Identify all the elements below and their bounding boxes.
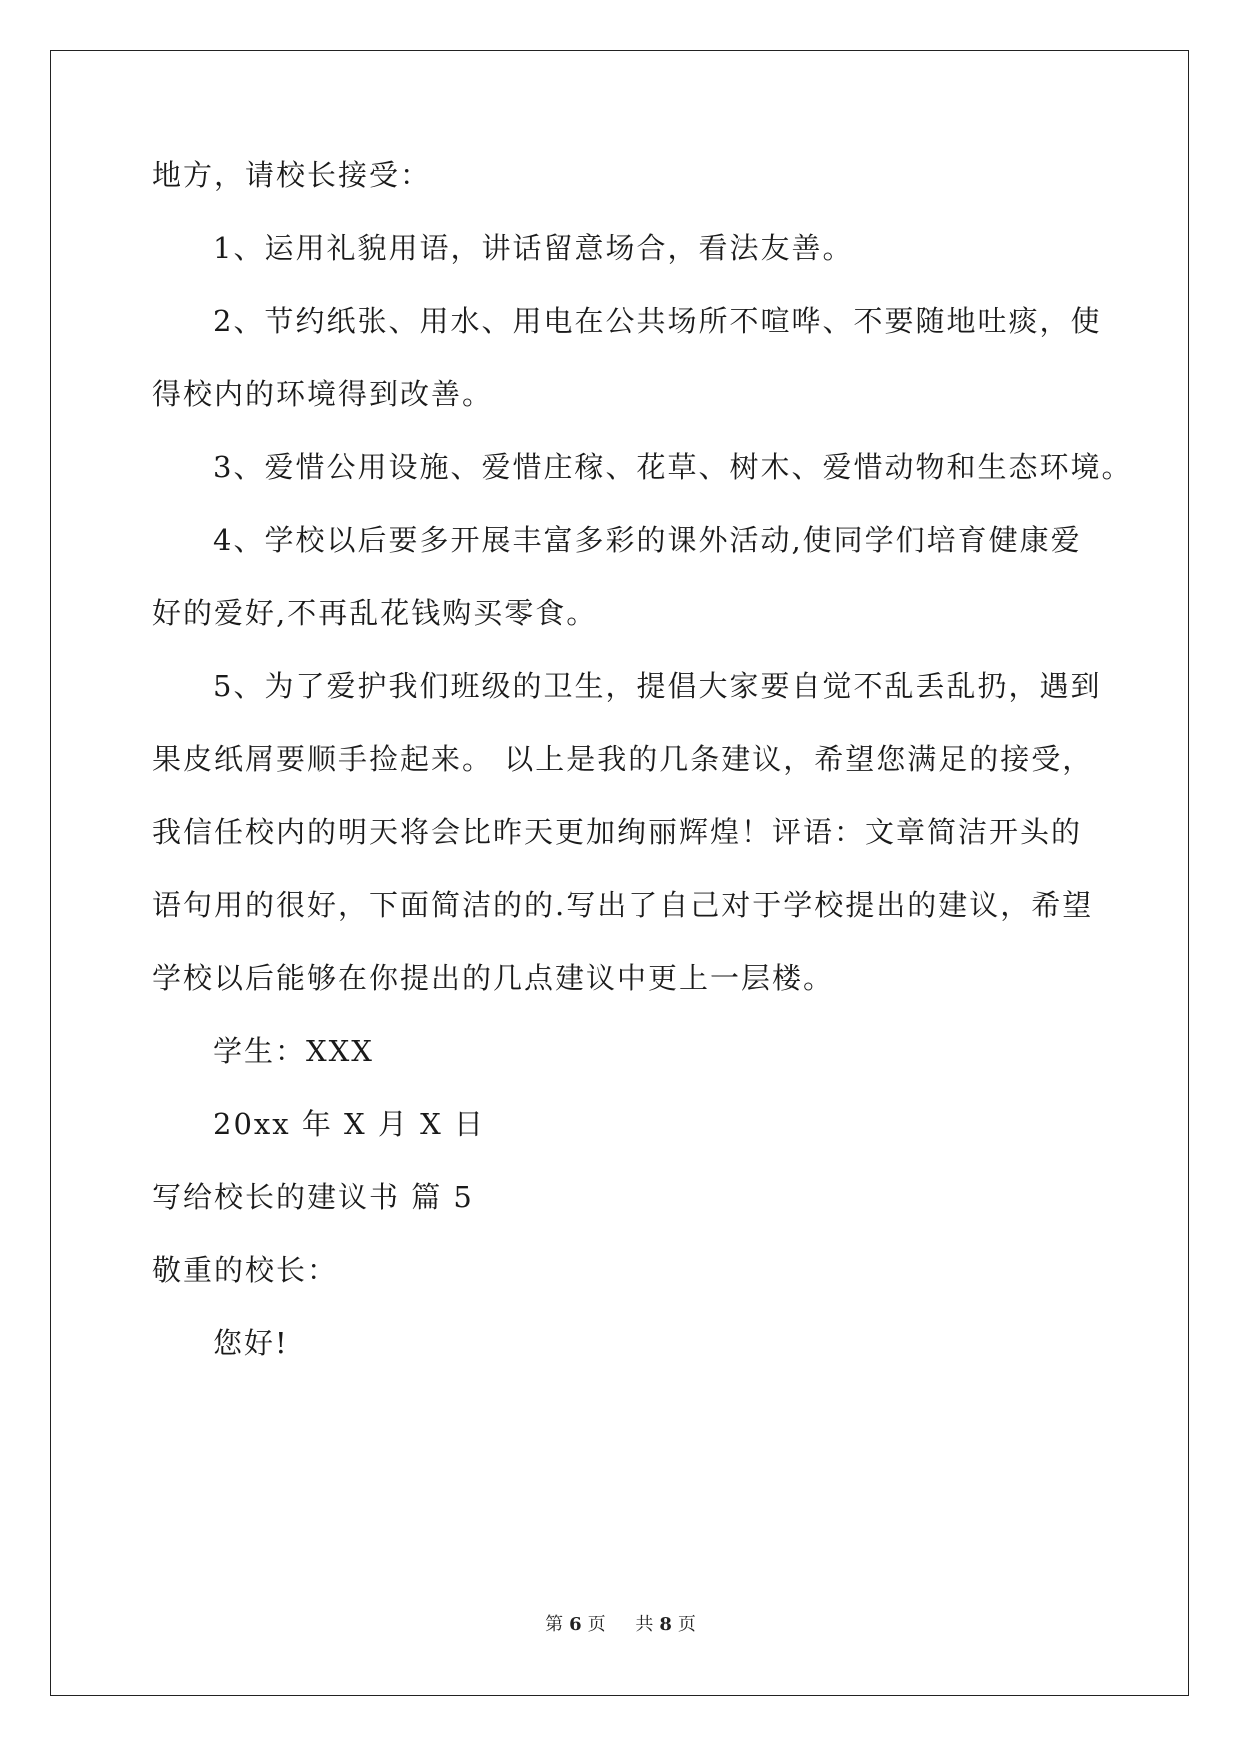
student-signature: 学生：XXX	[213, 1034, 374, 1068]
body-line: 好的爱好,不再乱花钱购买零食。	[152, 596, 598, 630]
suggestion-1: 1、运用礼貌用语，讲话留意场合，看法友善。	[213, 231, 854, 265]
body-line: 我信任校内的明天将会比昨天更加绚丽辉煌！评语：文章简洁开头的	[152, 815, 1083, 849]
body-line: 学校以后能够在你提出的几点建议中更上一层楼。	[152, 961, 835, 995]
body-line: 语句用的很好，下面简洁的的.写出了自己对于学校提出的建议，希望	[152, 888, 1094, 922]
body-line: 得校内的环境得到改善。	[152, 377, 494, 411]
date-line: 20xx 年 X 月 X 日	[213, 1107, 485, 1141]
section-title: 写给校长的建议书 篇 5	[152, 1180, 474, 1214]
suggestion-3: 3、爱惜公用设施、爱惜庄稼、花草、树木、爱惜动物和生态环境。	[213, 450, 1133, 484]
body-line: 果皮纸屑要顺手捡起来。 以上是我的几条建议，希望您满足的接受，	[152, 742, 1094, 776]
page-number: 第 6 页	[545, 1614, 606, 1635]
salutation: 敬重的校长：	[152, 1253, 339, 1287]
page-total: 共 8 页	[635, 1614, 696, 1635]
greeting: 您好!	[213, 1326, 289, 1360]
page-footer	[0, 1610, 1241, 1636]
suggestion-4: 4、学校以后要多开展丰富多彩的课外活动,使同学们培育健康爱	[213, 523, 1082, 557]
suggestion-2: 2、节约纸张、用水、用电在公共场所不喧哗、不要随地吐痰，使	[213, 304, 1102, 338]
suggestion-5: 5、为了爱护我们班级的卫生，提倡大家要自觉不乱丢乱扔，遇到	[213, 669, 1102, 703]
body-line: 地方，请校长接受：	[152, 158, 432, 192]
page-border	[50, 50, 1189, 1696]
